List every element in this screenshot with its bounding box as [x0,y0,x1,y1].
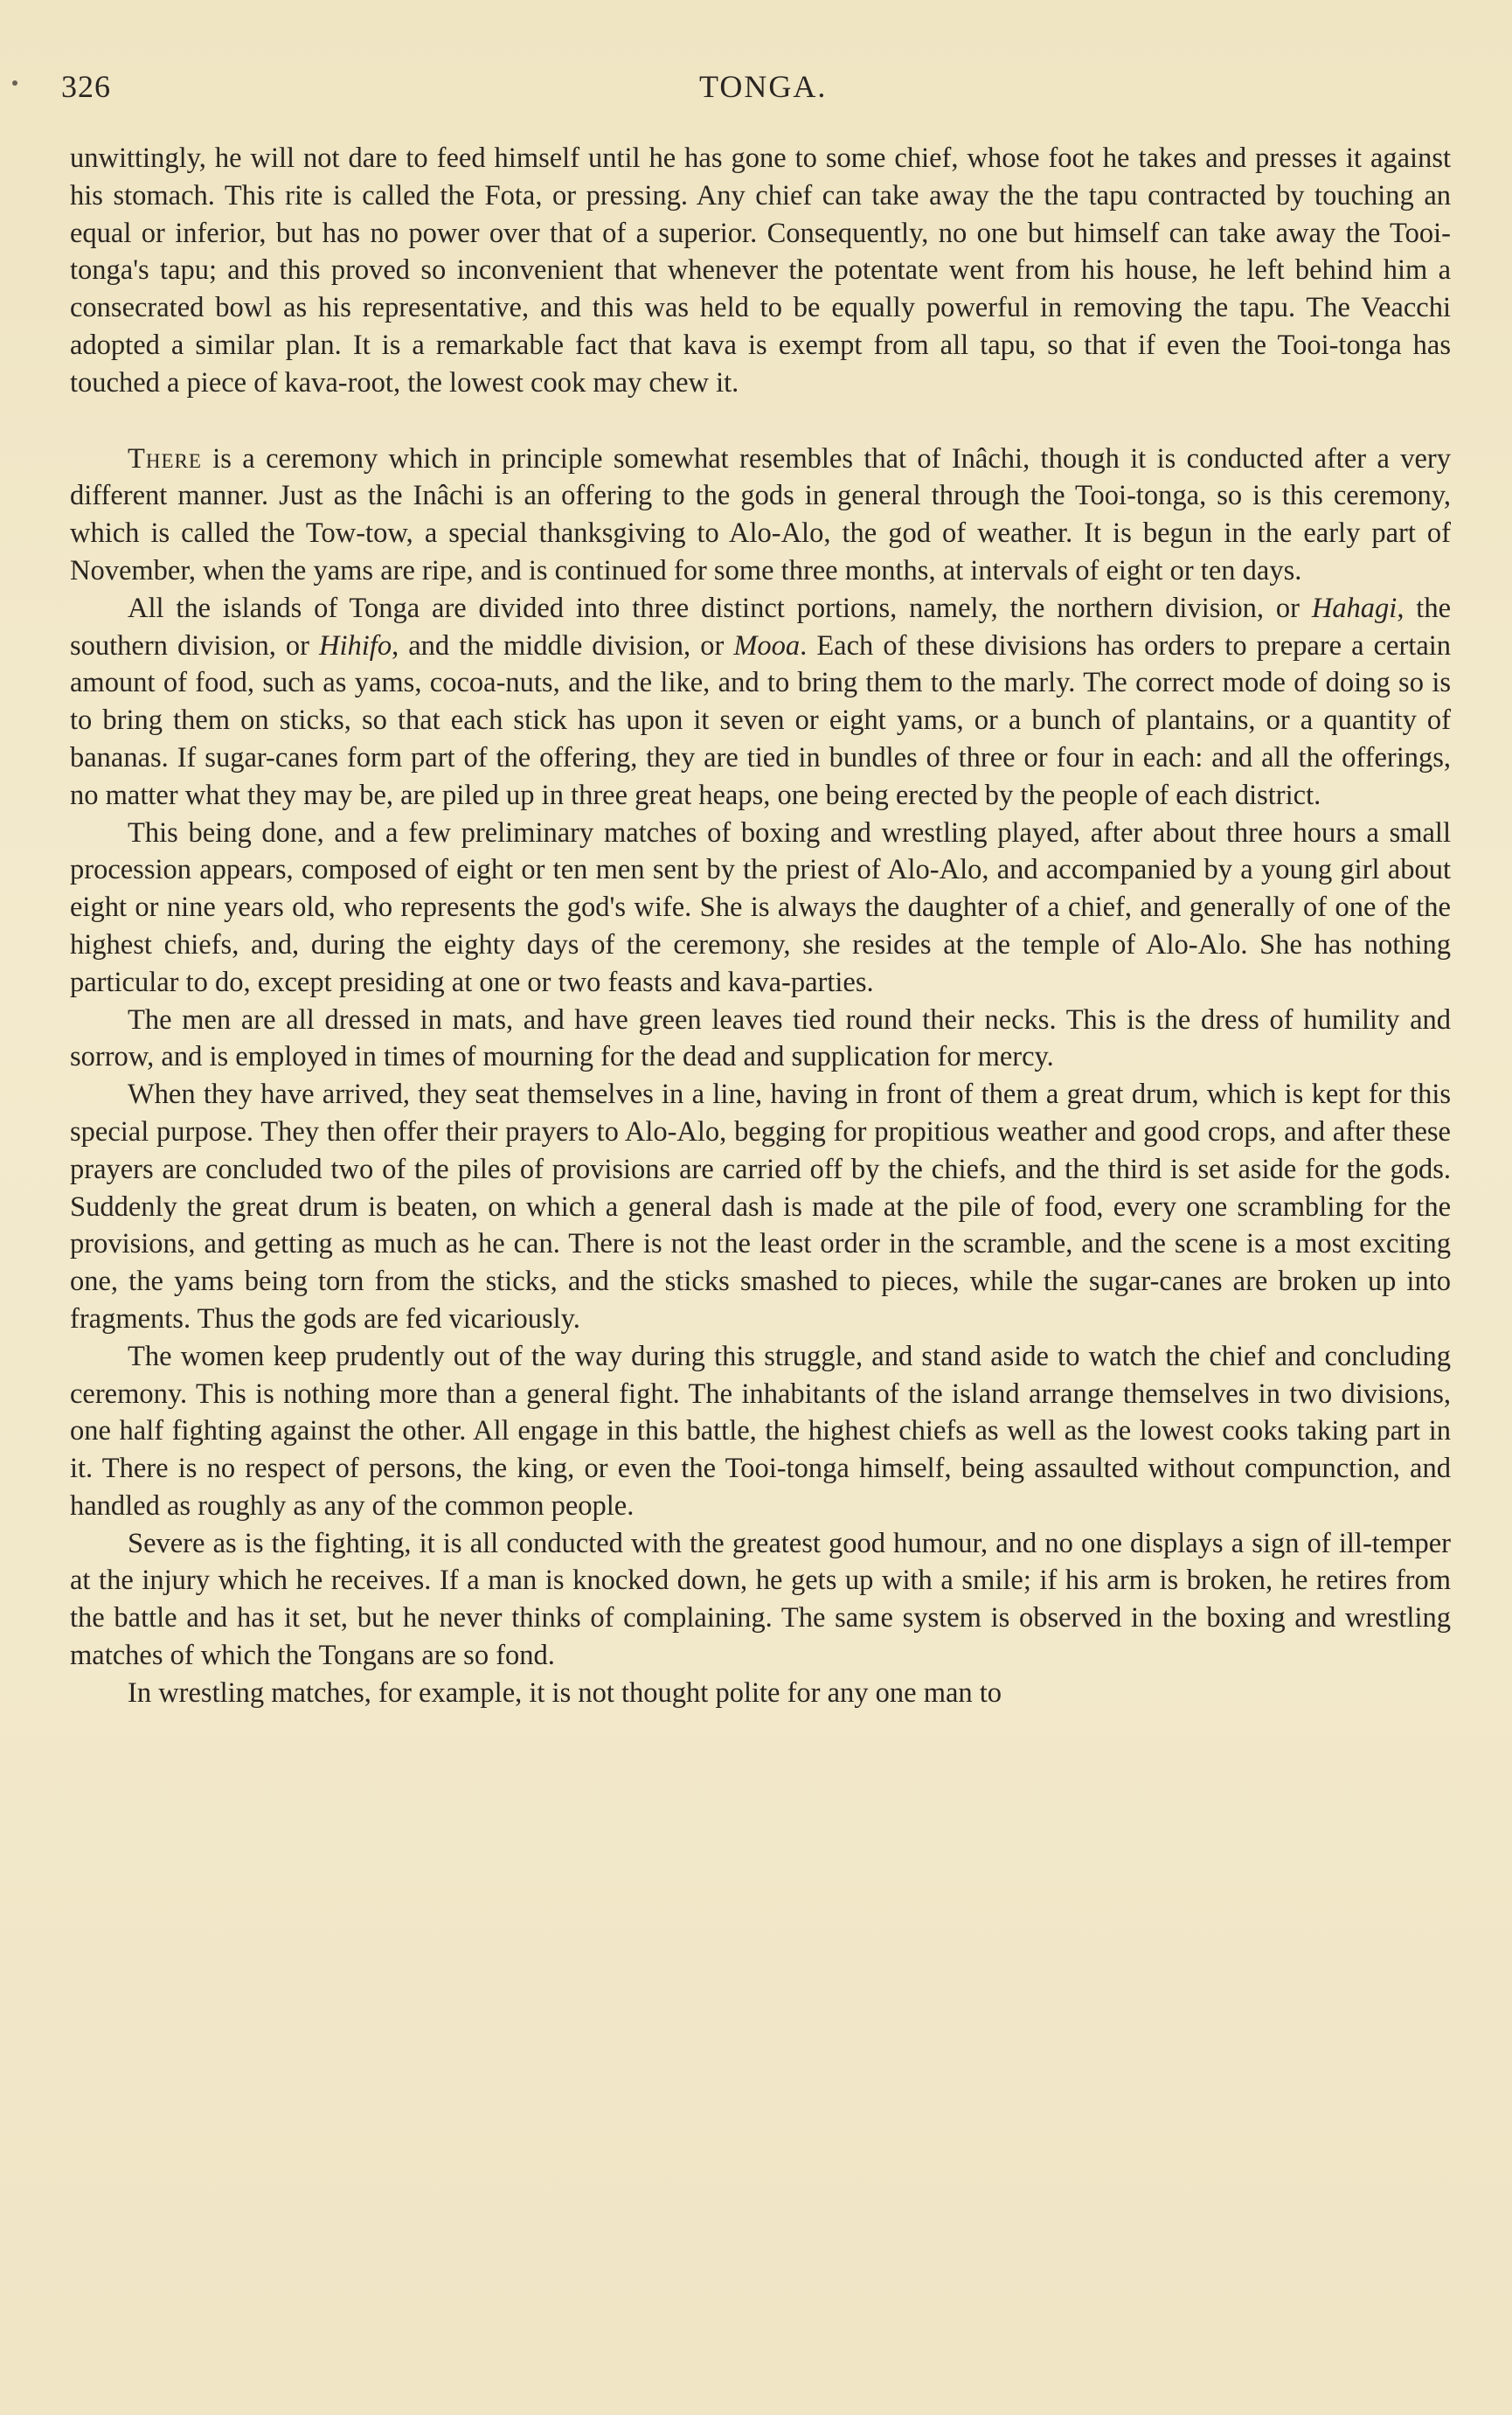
paragraph-text: All the islands of Tonga are divided into three distinct portions, namely, the northern division, or [128,592,1312,624]
paragraph-text: Severe as is the fighting, it is all conducted with the greatest good humour, and no one displays a sign of ill-temper at the injury which he receives. If a man is knocked down, he gets up with a smile; if his arm is broken, he retires from the battle and has it set, but he never thinks of complaining. The same system is observed in the boxing and wrestling matches of which the Tongans are so fond. [70,1527,1451,1672]
margin-mark [12,80,17,86]
paragraph [70,1076,1451,1338]
paragraph-text: , and the middle division, or [392,629,734,662]
paragraph-text: is a ceremony which in principle somewhat resembles that of Inâchi, though it is conducted after a very different manner. Just as the Inâchi is an offering to the gods in general through the Tooi-tonga, so is this ceremony, which is called the Tow-tow, a special thanksgiving to Alo-Alo, the god of weather. It is begun in the early part of November, when the yams are ripe, and is continued for some three months, at intervals of eight or ten days. [70,442,1451,586]
paragraph [70,1525,1451,1675]
paragraph [70,140,1451,402]
running-title: TONGA. [699,69,828,104]
paragraph [70,1002,1451,1077]
paragraph-text: This being done, and a few preliminary matches of boxing and wrestling played, after about three hours a small procession appears, composed of eight or ten men sent by the priest of Alo-Alo, and accompanied by a young girl about eight or nine years old, who represents the god's wife. She is always the daughter of a chief, and generally of one of the highest chiefs, and, during the eighty days of the ceremony, she resides at the temple of Alo-Alo. She has nothing particular to do, except presiding at one or two feasts and kava-parties. [70,816,1451,998]
paragraph-text: The women keep prudently out of the way during this struggle, and stand aside to watch the chief and concluding ceremony. This is nothing more than a general fight. The inhabitants of the island arrange themselves in two divisions, one half fighting against the other. All engage in this battle, the highest chiefs as well as the lowest cooks taking part in it. There is no respect of persons, the king, or even the Tooi-tonga himself, being assaulted without compunction, and handled as roughly as any of the common people. [70,1340,1451,1522]
paragraph [70,1675,1451,1712]
paragraph [70,1338,1451,1525]
page-number: 326 [61,69,111,104]
place-name: Hihifo [319,629,392,662]
body-text [70,140,1451,1712]
paragraph-text: , the southern division, or [70,592,1451,662]
running-head [61,61,1460,114]
section-lead-word: There [128,442,202,475]
paragraph-text: The men are all dressed in mats, and have green leaves tied round their necks. This is the dress of humility and sorrow, and is employed in times of mourning for the dead and supplication for mercy. [70,1003,1451,1073]
paragraph-text: unwittingly, he will not dare to feed himself until he has gone to some chief, whose foot he takes and presses it against his stomach. This rite is called the Fota, or pressing. Any chief can take away the the tapu contracted by touching an equal or inferior, but has no power over that of a superior. Consequently, no one but himself can take away the Tooi-tonga's tapu; and this proved so inconvenient that whenever the potentate went from his house, he left behind him a consecrated bowl as his representative, and this was held to be equally powerful in removing the tapu. The Veacchi adopted a similar plan. It is a remarkable fact that kava is exempt from all tapu, so that if even the Tooi-tonga has touched a piece of kava-root, the lowest cook may chew it. [70,142,1451,399]
paragraph [70,441,1451,590]
paragraph [70,590,1451,815]
paragraph-text: When they have arrived, they seat themselves in a line, having in front of them a great drum, which is kept for this special purpose. They then offer their prayers to Alo-Alo, begging for propitious weather and good crops, and after these prayers are concluded two of the piles of provisions are carried off by the chiefs, and the third is set aside for the gods. Suddenly the great drum is beaten, on which a general dash is made at the pile of food, every one scrambling for the provisions, and getting as much as he can. There is not the least order in the scramble, and the scene is a most exciting one, the yams being torn from the sticks, and the sticks smashed to pieces, while the sugar-canes are broken up into fragments. Thus the gods are fed vicariously. [70,1079,1451,1335]
paragraph-text: . Each of these divisions has orders to prepare a certain amount of food, such as yams, cocoa-nuts, and the like, and to bring them to the marly. The correct mode of doing so is to bring them on sticks, so that each stick has upon it seven or eight yams, or a bunch of plantains, or a quantity of bananas. If sugar-canes form part of the offering, they are tied in bundles of three or four in each: and all the offerings, no matter what they may be, are piled up in three great heaps, one being erected by the people of each district. [70,629,1452,811]
paragraph [70,815,1451,1002]
place-name: Hahagi [1311,592,1398,624]
place-name: Mooa [733,629,801,662]
paragraph-text: In wrestling matches, for example, it is not thought polite for any one man to [128,1676,1002,1709]
